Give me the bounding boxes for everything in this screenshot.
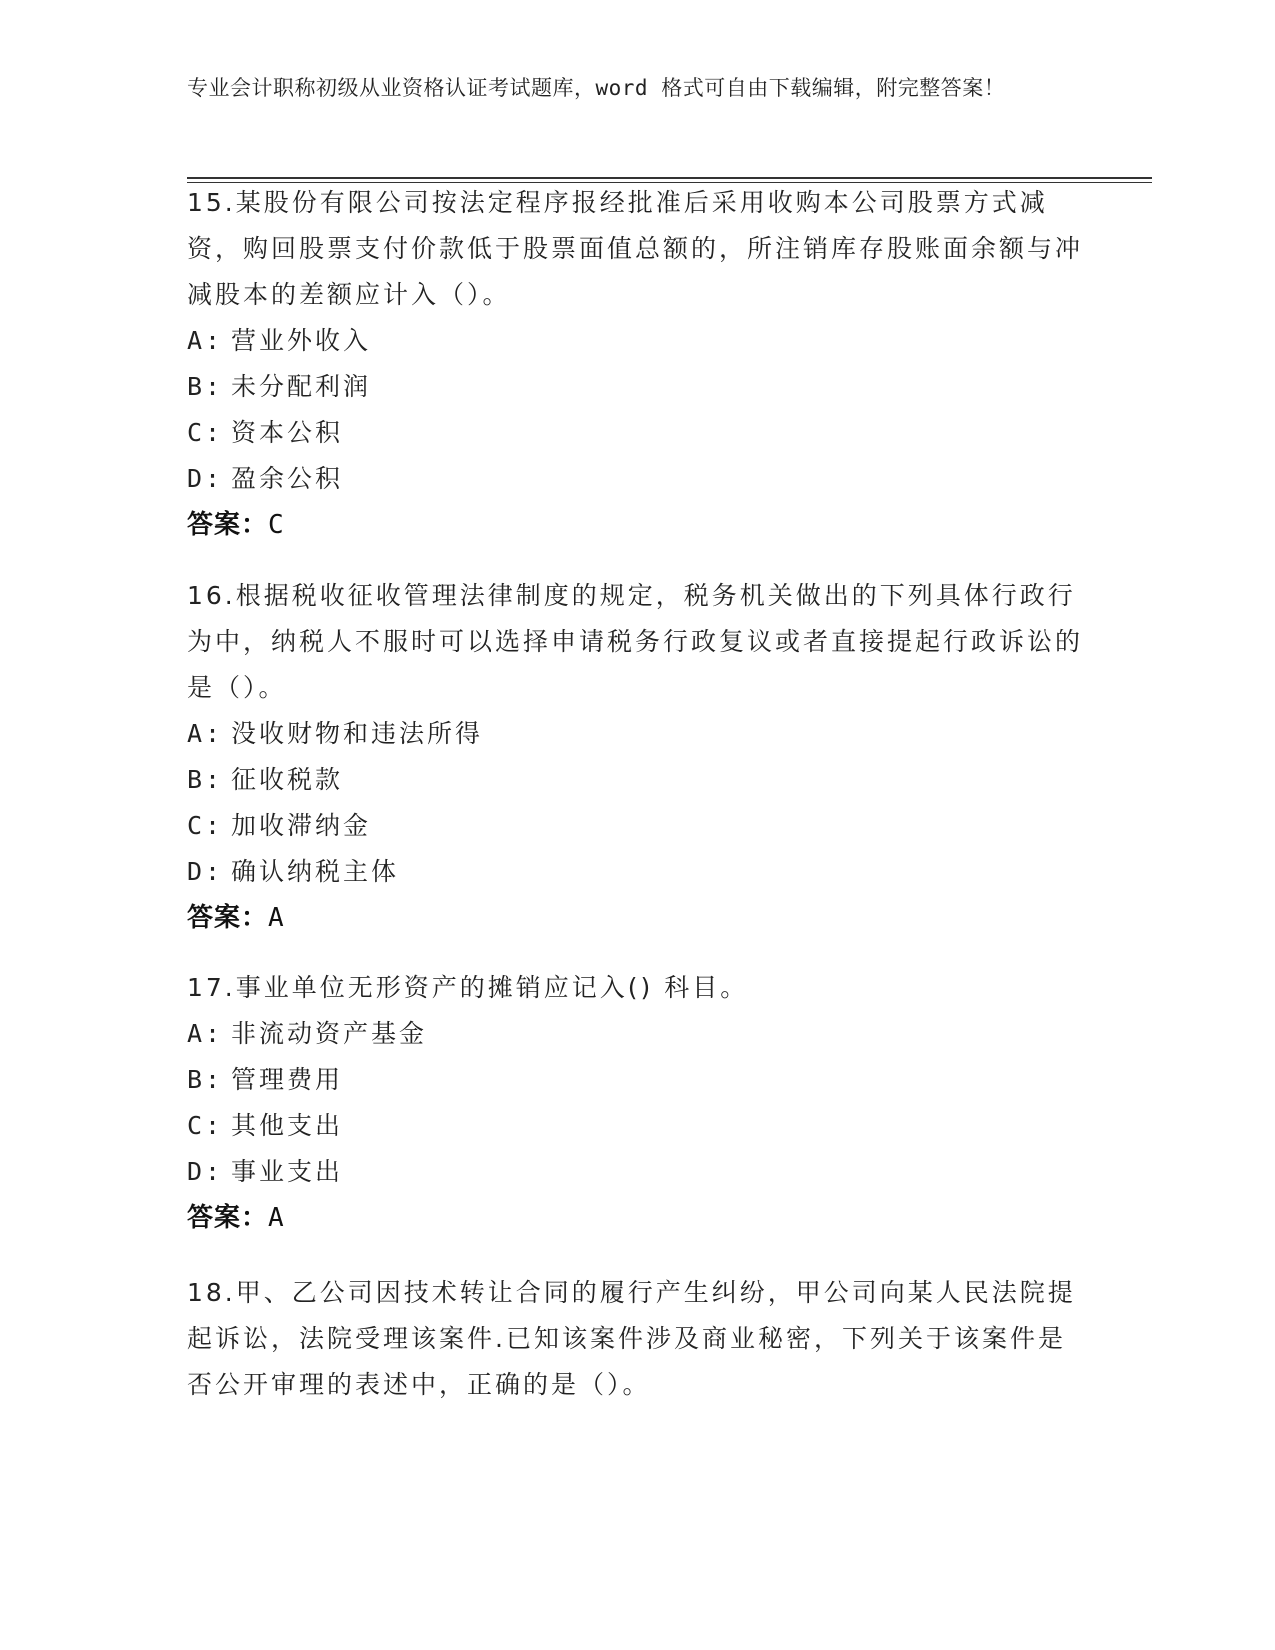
option-b xyxy=(187,364,1087,410)
document-header xyxy=(187,72,1067,105)
option-text: 事业支出 xyxy=(231,1157,344,1186)
header-divider xyxy=(187,177,1152,179)
question-16 xyxy=(187,573,1087,941)
option-c xyxy=(187,410,1087,456)
option-d xyxy=(187,849,1087,895)
question-stem: 18.甲、乙公司因技术转让合同的履行产生纠纷，甲公司向某人民法院提起诉讼，法院受理该案件.已知该案件涉及商业秘密，下列关于该案件是否公开审理的表述中，正确的是（）。 xyxy=(187,1278,1076,1399)
option-text: 没收财物和违法所得 xyxy=(231,719,484,748)
option-key: D: xyxy=(187,857,224,886)
option-key: C: xyxy=(187,418,224,447)
option-text: 非流动资产基金 xyxy=(231,1019,428,1048)
question-18 xyxy=(187,1270,1087,1408)
question-stem: 15.某股份有限公司按法定程序报经批准后采用收购本公司股票方式减资，购回股票支付价款低于股票面值总额的，所注销库存股账面余额与冲减股本的差额应计入（）。 xyxy=(187,188,1084,309)
option-key: B: xyxy=(187,372,224,401)
option-d xyxy=(187,1149,1087,1195)
option-b xyxy=(187,1057,1087,1103)
option-text: 确认纳税主体 xyxy=(231,857,400,886)
answer-value: C xyxy=(268,510,285,540)
option-a xyxy=(187,318,1087,364)
option-key: B: xyxy=(187,765,224,794)
answer xyxy=(187,502,1087,548)
option-a xyxy=(187,1011,1087,1057)
question-17 xyxy=(187,965,1087,1241)
answer-label: 答案： xyxy=(187,510,269,540)
option-text: 加收滞纳金 xyxy=(231,811,372,840)
option-text: 征收税款 xyxy=(231,765,344,794)
option-text: 盈余公积 xyxy=(231,464,344,493)
option-b xyxy=(187,757,1087,803)
option-c xyxy=(187,803,1087,849)
option-text: 未分配利润 xyxy=(231,372,372,401)
option-key: C: xyxy=(187,1111,224,1140)
option-c xyxy=(187,1103,1087,1149)
option-key: C: xyxy=(187,811,224,840)
option-key: D: xyxy=(187,464,224,493)
question-15 xyxy=(187,180,1087,548)
option-text: 管理费用 xyxy=(231,1065,344,1094)
question-stem: 17.事业单位无形资产的摊销应记入() 科目。 xyxy=(187,973,749,1002)
answer-value: A xyxy=(268,903,285,933)
answer xyxy=(187,1195,1087,1241)
answer-value: A xyxy=(268,1203,285,1233)
option-text: 资本公积 xyxy=(231,418,344,447)
answer-label: 答案： xyxy=(187,1203,269,1233)
answer xyxy=(187,895,1087,941)
option-text: 营业外收入 xyxy=(231,326,372,355)
option-key: A: xyxy=(187,326,224,355)
option-text: 其他支出 xyxy=(231,1111,344,1140)
option-d xyxy=(187,456,1087,502)
option-key: A: xyxy=(187,719,224,748)
option-key: B: xyxy=(187,1065,224,1094)
header-intro: 专业会计职称初级从业资格认证考试题库，word 格式可自由下载编辑，附完整答案！ xyxy=(187,76,1006,100)
option-key: D: xyxy=(187,1157,224,1186)
question-stem: 16.根据税收征收管理法律制度的规定，税务机关做出的下列具体行政行为中，纳税人不服时可以选择申请税务行政复议或者直接提起行政诉讼的是（）。 xyxy=(187,581,1084,702)
option-a xyxy=(187,711,1087,757)
option-key: A: xyxy=(187,1019,224,1048)
answer-label: 答案： xyxy=(187,903,269,933)
